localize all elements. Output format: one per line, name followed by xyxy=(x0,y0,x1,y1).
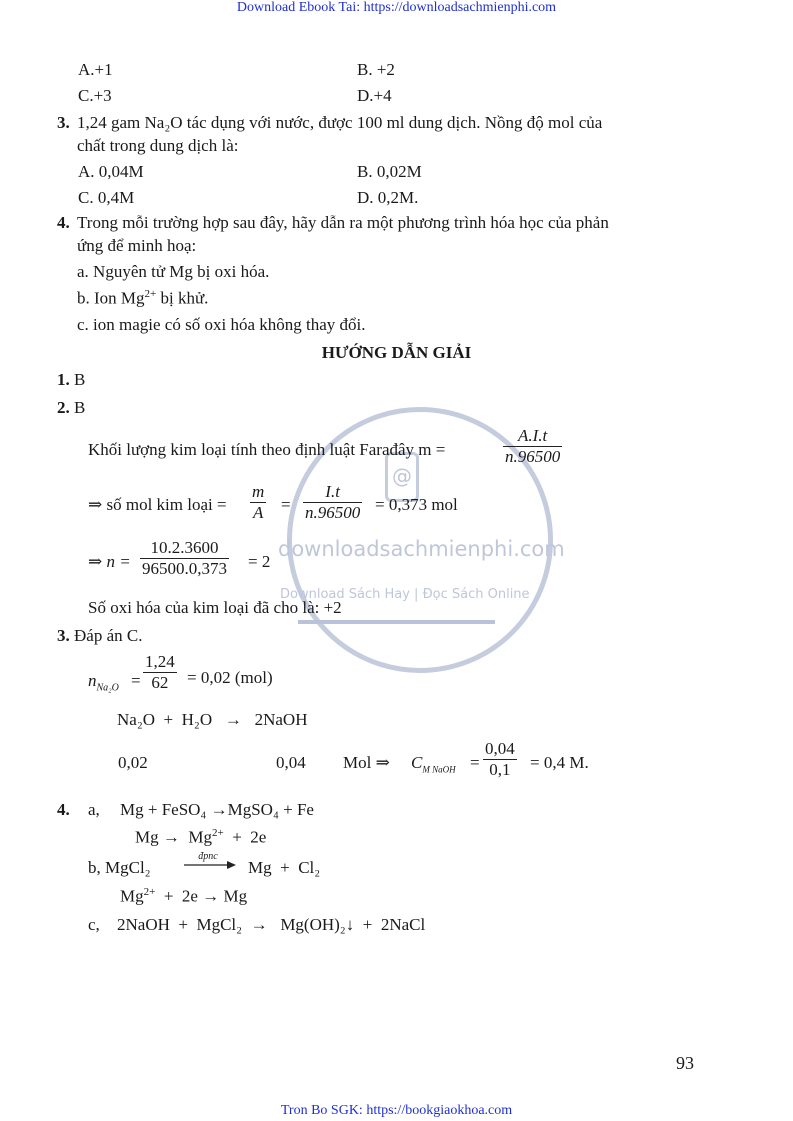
watermark-tagline: Download Sách Hay | Đọc Sách Online xyxy=(280,587,530,602)
answer4-number: 4. xyxy=(57,800,70,819)
nna2o-fraction xyxy=(143,652,177,693)
r-b1-arrow xyxy=(184,857,236,877)
q4-item-b-post: bị khử. xyxy=(156,288,209,308)
conc-fraction xyxy=(483,739,517,780)
faraday-text: Khối lượng kim loại tính theo định luật Farađây m = xyxy=(88,440,446,459)
r-a2 xyxy=(135,827,266,848)
mol-f1-den: A xyxy=(250,502,266,523)
nna2o-post: = 0,02 (mol) xyxy=(187,668,273,687)
solution-title: HƯỚNG DẪN GIẢI xyxy=(321,343,472,362)
nna2o-sub: Na₂O xyxy=(96,682,119,694)
q4-text-line2: ứng để minh hoạ: xyxy=(77,236,197,255)
watermark-bar xyxy=(298,620,495,624)
r-c1: 2NaOH + MgCl₂ → Mg(OH)₂↓ + 2NaCl xyxy=(117,915,426,934)
conc-c-letter: C xyxy=(411,753,423,772)
n-den: 96500.0,373 xyxy=(142,559,227,578)
q4-item-b xyxy=(77,288,208,309)
q3-option-c: C. 0,4M xyxy=(78,188,135,207)
q3-option-d: D. 0,2M. xyxy=(357,188,419,207)
page-number: 93 xyxy=(676,1053,694,1073)
q4-text-line1: Trong mỗi trường hợp sau đây, hãy dẫn ra một phương trình hóa học của phản xyxy=(77,213,609,232)
faraday-den: n.96500 xyxy=(505,447,561,466)
q3-option-a: A. 0,04M xyxy=(78,162,144,181)
q2-option-b: B. +2 xyxy=(357,60,395,79)
nna2o-lhs xyxy=(88,671,119,693)
mol-f2-num: I.t xyxy=(325,482,340,501)
page-header[interactable]: Download Ebook Tai: https://downloadsachmienphi.com xyxy=(236,0,557,15)
mol-fraction-1 xyxy=(250,482,266,523)
mol-row-b: 0,04 xyxy=(276,753,306,772)
reaction-na2o: Na₂O + H₂O → 2NaOH xyxy=(117,710,308,729)
page-footer[interactable]: Tron Bo SGK: https://bookgiaokhoa.com xyxy=(280,1103,513,1118)
q4-item-a: a. Nguyên tử Mg bị oxi hóa. xyxy=(77,262,270,281)
r-a1: Mg + FeSO₄ →MgSO₄ + Fe xyxy=(120,800,314,819)
mol-f2-den: n.96500 xyxy=(305,503,361,522)
answer3: Đáp án C. xyxy=(74,626,143,645)
n-num: 10.2.3600 xyxy=(150,538,219,557)
nna2o-n: n xyxy=(88,671,97,690)
watermark-site: downloadsachmienphi.com xyxy=(278,537,565,561)
faraday-fraction xyxy=(503,426,562,467)
r-b1-pre: b, MgCl₂ xyxy=(88,858,151,877)
mol-post: = 0,373 mol xyxy=(375,495,458,514)
q4-item-b-sup: 2+ xyxy=(144,288,157,300)
r-c-label: c, xyxy=(88,915,100,934)
conc-post: = 0,4 M. xyxy=(530,753,589,772)
q2-option-d: D.+4 xyxy=(357,86,392,105)
r-b1-cond: đpnc xyxy=(198,851,218,862)
q3-text-line1: 1,24 gam Na₂O tác dụng với nước, được 100 ml dung dịch. Nồng độ mol của xyxy=(77,113,603,132)
conc-den: 0,1 xyxy=(483,759,517,780)
conc-eq: = xyxy=(470,753,480,772)
answer1: B xyxy=(74,370,86,389)
conc-c-sub: M NaOH xyxy=(422,764,456,775)
mol-row-a: 0,02 xyxy=(118,753,148,772)
mol-f1-num: m xyxy=(252,482,265,501)
r-b2-sup: 2+ xyxy=(143,886,156,898)
q3-text-line2: chất trong dung dịch là: xyxy=(77,136,239,155)
answer3-number: 3. xyxy=(57,626,70,645)
mol-row-c: Mol ⇒ xyxy=(343,753,390,772)
mol-eq: = xyxy=(281,495,291,514)
n-fraction xyxy=(140,538,229,579)
r-a-label: a, xyxy=(88,800,100,819)
at-sign-icon: @ xyxy=(385,452,419,502)
r-b2-post: + 2e → Mg xyxy=(155,886,248,906)
nna2o-den: 62 xyxy=(143,672,177,693)
answer1-number: 1. xyxy=(57,370,70,389)
r-a2-pre: Mg → Mg xyxy=(135,827,212,847)
q2-option-a: A.+1 xyxy=(78,60,113,79)
r-b2 xyxy=(120,886,247,907)
r-b2-pre: Mg xyxy=(120,886,144,906)
q3-number: 3. xyxy=(57,113,70,132)
conc-num: 0,04 xyxy=(485,739,515,758)
q2-option-c: C.+3 xyxy=(78,86,112,105)
answer2: B xyxy=(74,398,86,417)
mol-fraction-2 xyxy=(303,482,362,523)
q4-item-c: c. ion magie có số oxi hóa không thay đổi. xyxy=(77,315,366,334)
faraday-num: A.I.t xyxy=(517,426,548,445)
q3-option-b: B. 0,02M xyxy=(357,162,422,181)
q4-item-b-pre: b. Ion Mg xyxy=(77,288,145,308)
nna2o-num: 1,24 xyxy=(145,652,175,671)
oxidation-text: Số oxi hóa của kim loại đã cho là: +2 xyxy=(88,598,342,617)
r-b1-post: Mg + Cl₂ xyxy=(248,858,321,877)
r-a2-post: + 2e xyxy=(223,827,267,847)
n-pre: ⇒ n = xyxy=(88,552,131,571)
answer2-number: 2. xyxy=(57,398,70,417)
r-a2-sup: 2+ xyxy=(211,827,224,839)
conc-c xyxy=(411,753,456,774)
nna2o-eq: = xyxy=(131,671,141,690)
q4-number: 4. xyxy=(57,213,70,232)
n-post: = 2 xyxy=(248,552,271,571)
mol-pre: ⇒ số mol kim loại = xyxy=(88,495,227,514)
